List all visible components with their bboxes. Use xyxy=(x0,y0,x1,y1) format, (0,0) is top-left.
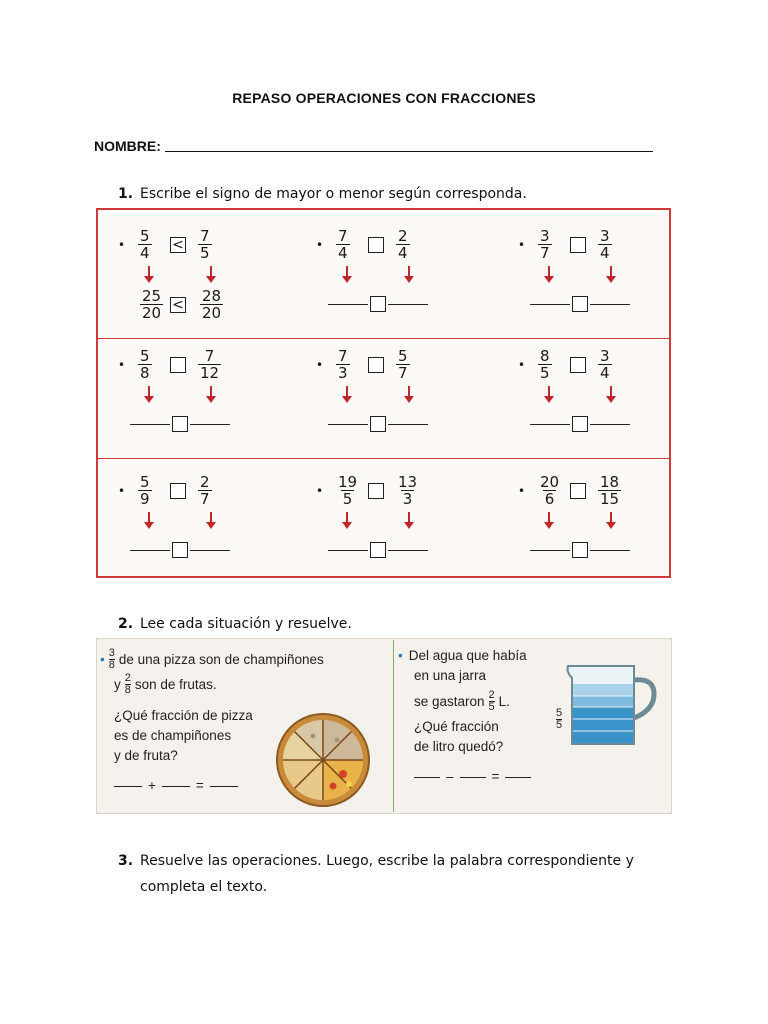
answer-blank[interactable] xyxy=(190,550,230,551)
sign-box[interactable] xyxy=(370,416,386,432)
fraction: 2 5 xyxy=(488,689,495,713)
bullet: • xyxy=(398,648,403,663)
question-text: ¿Qué fracción xyxy=(414,719,499,734)
arrow-down-icon xyxy=(548,266,550,278)
arrow-down-icon xyxy=(346,266,348,278)
arrow-down-icon xyxy=(210,512,212,524)
question-3-number: 3. xyxy=(118,853,134,869)
answer-blank[interactable] xyxy=(162,786,190,787)
question-3-text: Resuelve las operaciones. Luego, escribe la palabra correspondiente y xyxy=(140,853,634,869)
bullet: • xyxy=(316,358,324,372)
question-text: y de fruta? xyxy=(114,748,178,763)
sign-box[interactable] xyxy=(572,542,588,558)
answer-blank[interactable] xyxy=(114,786,142,787)
arrow-down-icon xyxy=(148,266,150,278)
fraction: 2 8 xyxy=(124,672,131,696)
sign-box[interactable] xyxy=(570,357,586,373)
answer-blank[interactable] xyxy=(388,424,428,425)
fraction: 3 8 xyxy=(108,647,115,671)
answer-blank[interactable] xyxy=(530,550,570,551)
arrow-down-icon xyxy=(610,386,612,398)
comparison-item xyxy=(118,348,278,448)
bullet: • xyxy=(316,238,324,252)
fraction-a: $\frac{5}{9}$ xyxy=(140,473,150,508)
water-jar-illustration xyxy=(562,660,662,750)
pizza-illustration xyxy=(275,712,371,808)
question-1-text: Escribe el signo de mayor o menor según corresponda. xyxy=(140,186,527,202)
question-3 xyxy=(118,848,634,900)
fraction-b: $\frac{2}{7}$ xyxy=(200,473,210,508)
bullet: • xyxy=(316,484,324,498)
arrow-down-icon xyxy=(148,512,150,524)
comparison-item xyxy=(118,474,278,574)
arrow-down-icon xyxy=(408,512,410,524)
answer-blank[interactable] xyxy=(505,777,531,778)
fraction-a: $\frac{19}{5}$ xyxy=(338,473,358,508)
answer-blank[interactable] xyxy=(460,777,486,778)
fraction-b: $\frac{2}{4}$ xyxy=(398,227,408,262)
comparison-item xyxy=(118,228,278,328)
row-divider xyxy=(98,458,669,459)
fraction-b: $\frac{3}{4}$ xyxy=(600,227,610,262)
comparison-item xyxy=(518,348,678,448)
water-situation xyxy=(398,646,531,787)
answer-blank[interactable] xyxy=(590,550,630,551)
answer-blank[interactable] xyxy=(414,777,440,778)
comparison-item xyxy=(316,348,476,448)
fraction-a: $\frac{5}{8}$ xyxy=(140,347,150,382)
sign-box[interactable] xyxy=(368,237,384,253)
question-text: de litro quedó? xyxy=(414,739,504,754)
answer-blank[interactable] xyxy=(328,424,368,425)
fraction-b: $\frac{3}{4}$ xyxy=(600,347,610,382)
sign-box[interactable] xyxy=(570,483,586,499)
question-2-number: 2. xyxy=(118,616,134,632)
equivalent-fraction-a: $\frac{25}{20}$ xyxy=(142,287,162,322)
question-1-number: 1. xyxy=(118,186,134,202)
fraction-b: $\frac{7}{12}$ xyxy=(200,347,220,382)
minus-sign: – xyxy=(446,769,454,784)
page-title: REPASO OPERACIONES CON FRACCIONES xyxy=(232,90,536,106)
bullet: • xyxy=(118,358,126,372)
bullet: • xyxy=(100,651,105,667)
answer-blank[interactable] xyxy=(530,304,570,305)
answer-blank[interactable] xyxy=(388,550,428,551)
comparison-item xyxy=(316,228,476,328)
sign-box[interactable] xyxy=(172,416,188,432)
fraction-a: $\frac{7}{4}$ xyxy=(338,227,348,262)
plus-sign: + xyxy=(148,778,156,793)
equals-sign: = xyxy=(491,769,500,784)
arrow-down-icon xyxy=(210,386,212,398)
sign-box[interactable] xyxy=(170,483,186,499)
situation-text: se gastaron xyxy=(414,693,485,709)
fraction-b: $\frac{5}{7}$ xyxy=(398,347,408,382)
arrow-down-icon xyxy=(210,266,212,278)
bullet: • xyxy=(118,238,126,252)
answer-blank[interactable] xyxy=(328,550,368,551)
answer-blank[interactable] xyxy=(328,304,368,305)
situation-text: en una jarra xyxy=(414,668,487,683)
equals-sign: = xyxy=(195,778,204,793)
sign-box[interactable] xyxy=(172,542,188,558)
answer-blank[interactable] xyxy=(530,424,570,425)
question-2 xyxy=(118,616,352,632)
answer-blank[interactable] xyxy=(190,424,230,425)
arrow-down-icon xyxy=(548,386,550,398)
question-text: es de champiñones xyxy=(114,728,232,743)
situation-text: y xyxy=(114,676,121,692)
sign-box[interactable]: < xyxy=(170,297,186,313)
arrow-down-icon xyxy=(346,386,348,398)
answer-blank[interactable] xyxy=(210,786,238,787)
equivalent-fraction-b: $\frac{28}{20}$ xyxy=(202,287,222,322)
fraction-a: $\frac{3}{7}$ xyxy=(540,227,550,262)
answer-blank[interactable] xyxy=(590,424,630,425)
unit-text: L. xyxy=(498,693,510,709)
question-1 xyxy=(118,186,527,202)
sign-box[interactable] xyxy=(370,542,386,558)
arrow-down-icon xyxy=(148,386,150,398)
bullet: • xyxy=(518,238,526,252)
comparison-item xyxy=(316,474,476,574)
sign-box[interactable]: < xyxy=(170,237,186,253)
question-2-text: Lee cada situación y resuelve. xyxy=(140,616,352,632)
sign-box[interactable] xyxy=(368,483,384,499)
comparison-item xyxy=(518,228,678,328)
answer-blank[interactable] xyxy=(130,550,170,551)
question-text: ¿Qué fracción de pizza xyxy=(114,708,253,723)
sign-box[interactable] xyxy=(170,357,186,373)
answer-blank[interactable] xyxy=(130,424,170,425)
arrow-down-icon xyxy=(408,266,410,278)
situation-text: Del agua que había xyxy=(408,648,527,663)
situation-text: de una pizza son de champiñones xyxy=(118,651,324,667)
arrow-down-icon xyxy=(408,386,410,398)
sign-box[interactable] xyxy=(368,357,384,373)
nombre-label: NOMBRE: xyxy=(94,138,161,154)
sign-box[interactable] xyxy=(370,296,386,312)
fraction-b: $\frac{7}{5}$ xyxy=(200,227,210,262)
bullet: • xyxy=(518,484,526,498)
situation-text: son de frutas. xyxy=(134,676,217,692)
arrow-down-icon xyxy=(610,266,612,278)
fraction-a: $\frac{8}{5}$ xyxy=(540,347,550,382)
question-3-text: completa el texto. xyxy=(140,879,268,895)
nombre-field[interactable] xyxy=(165,151,653,152)
fraction-b: $\frac{13}{3}$ xyxy=(398,473,418,508)
fraction-a: $\frac{20}{6}$ xyxy=(540,473,560,508)
bullet: • xyxy=(118,484,126,498)
sign-box[interactable] xyxy=(570,237,586,253)
jar-label: $\frac{5}{5}$ xyxy=(556,707,563,731)
arrow-down-icon xyxy=(346,512,348,524)
fraction-a: $\frac{7}{3}$ xyxy=(338,347,348,382)
fraction-a: $\frac{5}{4}$ xyxy=(140,227,150,262)
panel-divider xyxy=(393,640,394,812)
arrow-down-icon xyxy=(610,512,612,524)
answer-blank[interactable] xyxy=(590,304,630,305)
answer-blank[interactable] xyxy=(388,304,428,305)
arrow-down-icon xyxy=(548,512,550,524)
comparison-item xyxy=(518,474,678,574)
bullet: • xyxy=(518,358,526,372)
row-divider xyxy=(98,338,669,339)
sign-box[interactable] xyxy=(572,416,588,432)
sign-box[interactable] xyxy=(572,296,588,312)
fraction-b: $\frac{18}{15}$ xyxy=(600,473,620,508)
